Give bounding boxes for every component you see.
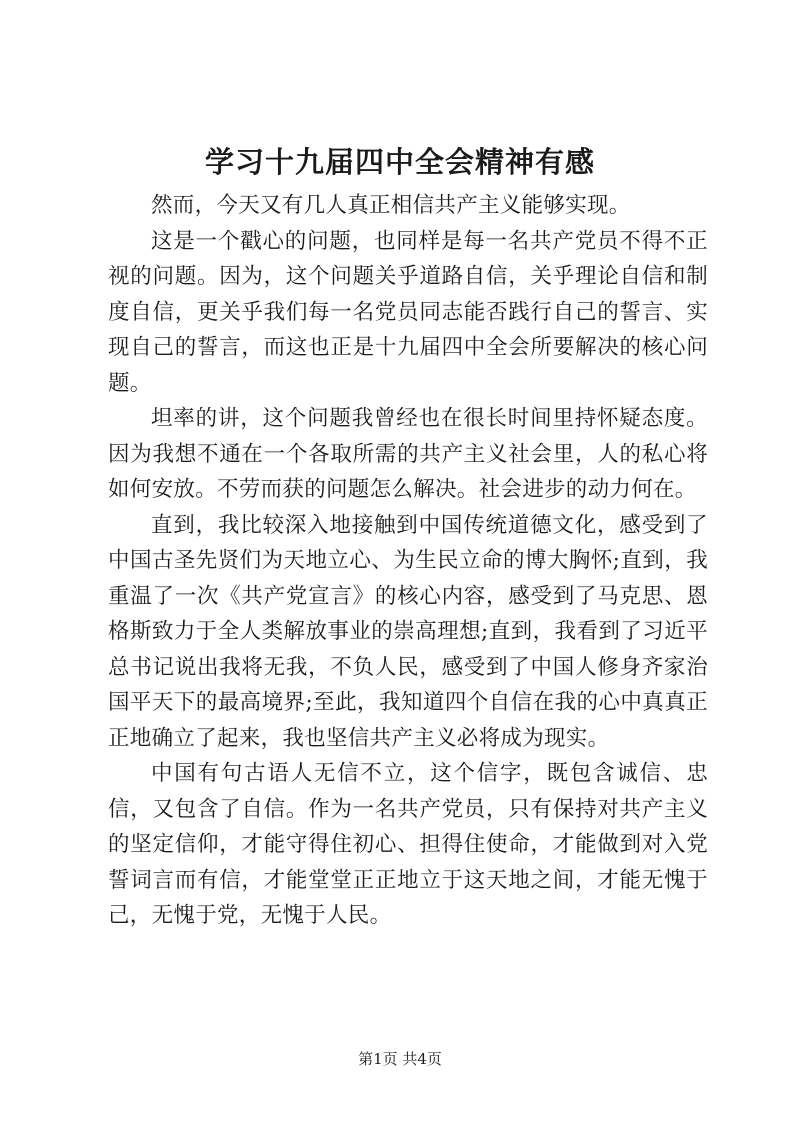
paragraph-4: 直到，我比较深入地接触到中国传统道德文化，感受到了中国古圣先贤们为天地立心、为生民立命的博大胸怀;直到，我重温了一次《共产党宣言》的核心内容，感受到了马克思、恩格斯致力于全人类解放事业的崇高理想;直到，我看到了习近平总书记说出我将无我，不负人民，感受到了中国人修身齐家治国平天下的最高境界;至此，我知道四个自信在我的心中真真正正地确立了起来，我也坚信共产主义必将成为现实。: [108, 512, 708, 751]
paragraph-2: 这是一个戳心的问题，也同样是每一名共产党员不得不正视的问题。因为，这个问题关乎道路自信，关乎理论自信和制度自信，更关乎我们每一名党员同志能否践行自己的誓言、实现自己的誓言，而这也正是十九届四中全会所要解决的核心问题。: [108, 228, 708, 396]
page-number-footer: 第1页 共4页: [358, 1050, 442, 1068]
paragraph-1: 然而，今天又有几人真正相信共产主义能够实现。: [151, 193, 631, 218]
paragraph-5: 中国有句古语人无信不立，这个信字，既包含诚信、忠信，又包含了自信。作为一名共产党员，只有保持对共产主义的坚定信仰，才能守得住初心、担得住使命，才能做到对入党誓词言而有信，才能堂堂正正地立于这天地之间，才能无愧于己，无愧于党，无愧于人民。: [108, 761, 708, 928]
document-body: [108, 188, 708, 934]
paragraph-3: 坦率的讲，这个问题我曾经也在很长时间里持怀疑态度。因为我想不通在一个各取所需的共产主义社会里，人的私心将如何安放。不劳而获的问题怎么解决。社会进步的动力何在。: [108, 406, 708, 502]
document-title: 学习十九届四中全会精神有感: [204, 145, 595, 179]
